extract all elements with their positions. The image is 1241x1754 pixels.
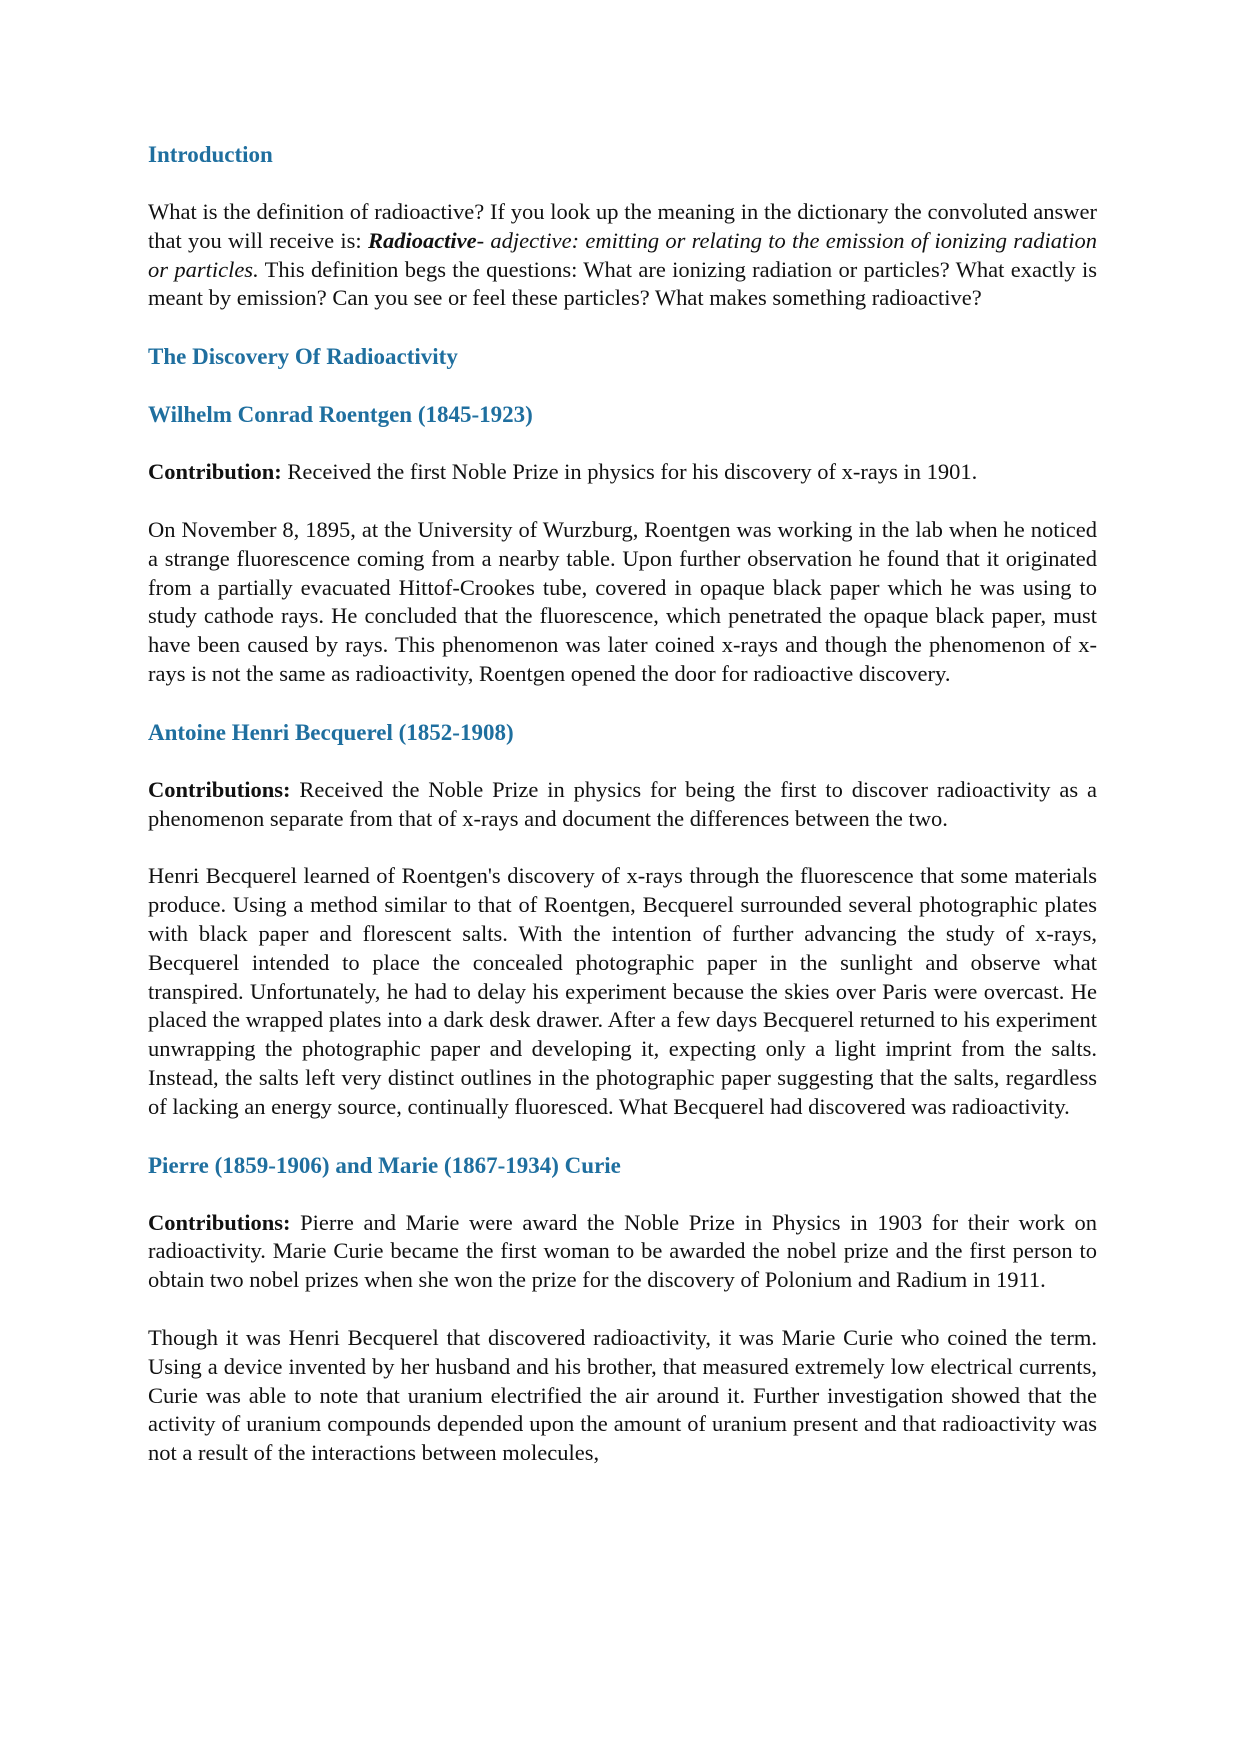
paragraph-curie: Though it was Henri Becquerel that discovered radioactivity, it was Marie Curie who coined the term. Using a device invented by her husband and his brother, that measured extremely low electrical currents, Curie was able to note that uranium electrified the air around it. Further investigation showed that the activity of uranium compounds depended upon the amount of uranium present and that radioactivity was not a result of the interactions between molecules, bbox=[148, 1324, 1097, 1466]
section-heading-discovery: The Discovery Of Radioactivity bbox=[148, 344, 458, 370]
subsection-heading-roentgen: Wilhelm Conrad Roentgen (1845-1923) bbox=[148, 402, 533, 428]
section-heading-introduction: Introduction bbox=[148, 142, 273, 167]
contribution-label: Contributions: bbox=[148, 1209, 291, 1235]
paragraph-becquerel: Henri Becquerel learned of Roentgen's discovery of x-rays through the fluorescence that some materials produce. Using a method similar to that of Roentgen, Becquerel surrounded several photographic plates with black paper and florescent salts. With the intention of further advancing the study of x-rays, Becquerel intended to place the concealed photographic paper in the sunlight and observe what transpired. Unfortunately, he had to delay his experiment because the skies over Paris were overcast. He placed the wrapped plates into a dark desk drawer. After a few days Becquerel returned to his experiment unwrapping the photographic paper and developing it, expecting only a light imprint from the salts. Instead, the salts left very distinct outlines in the photographic paper suggesting that the salts, regardless of lacking an energy source, continually fluoresced. What Becquerel had discovered was radioactivity. bbox=[148, 863, 1097, 1119]
contribution-label: Contributions: bbox=[148, 776, 291, 802]
contribution-text: Pierre and Marie were award the Noble Prize in Physics in 1903 for their work on radioactivity. Marie Curie became the first woman to be awarded the nobel prize and the first person to obtain two nobel prizes when she won the prize for the discovery of Polonium and Radium in 1911. bbox=[148, 1209, 1097, 1293]
paragraph-roentgen: On November 8, 1895, at the University of Wurzburg, Roentgen was working in the lab when he noticed a strange fluorescence coming from a nearby table. Upon further observation he found that it originated from a partially evacuated Hittof-Crookes tube, covered in opaque black paper which he was using to study cathode rays. He concluded that the fluorescence, which penetrated the opaque black paper, must have been caused by rays. This phenomenon was later coined x-rays and though the phenomenon of x-rays is not the same as radioactivity, Roentgen opened the door for radioactive discovery. bbox=[148, 516, 1097, 686]
paragraph-introduction bbox=[148, 198, 1097, 313]
contribution-label: Contribution: bbox=[148, 459, 282, 485]
intro-text-end: This definition begs the questions: What are ionizing radiation or particles? What exactly is meant by emission? Can you see or feel these particles? What makes something radioactive? bbox=[148, 256, 1097, 311]
subsection-heading-curie: Pierre (1859-1906) and Marie (1867-1934) Curie bbox=[148, 1152, 621, 1178]
contribution-text: Received the Noble Prize in physics for being the first to discover radioactivity as a phenomenon separate from that of x-rays and document the differences between the two. bbox=[148, 776, 1097, 831]
contribution-curie bbox=[148, 1209, 1097, 1295]
intro-text-start: What is the definition of radioactive? If you look up the meaning in the dictionary the convoluted answer that you will receive is: bbox=[148, 199, 1097, 253]
contribution-text: Received the first Noble Prize in physics for his discovery of x-rays in 1901. bbox=[281, 459, 978, 485]
document-page bbox=[148, 140, 1097, 1497]
contribution-roentgen bbox=[148, 458, 1097, 487]
definition-text: - adjective: emitting or relating to the emission of ionizing radiation or particles. bbox=[148, 227, 1097, 282]
subsection-heading-becquerel: Antoine Henri Becquerel (1852-1908) bbox=[148, 719, 514, 745]
definition-term: Radioactive bbox=[367, 227, 477, 253]
contribution-becquerel bbox=[148, 776, 1097, 834]
